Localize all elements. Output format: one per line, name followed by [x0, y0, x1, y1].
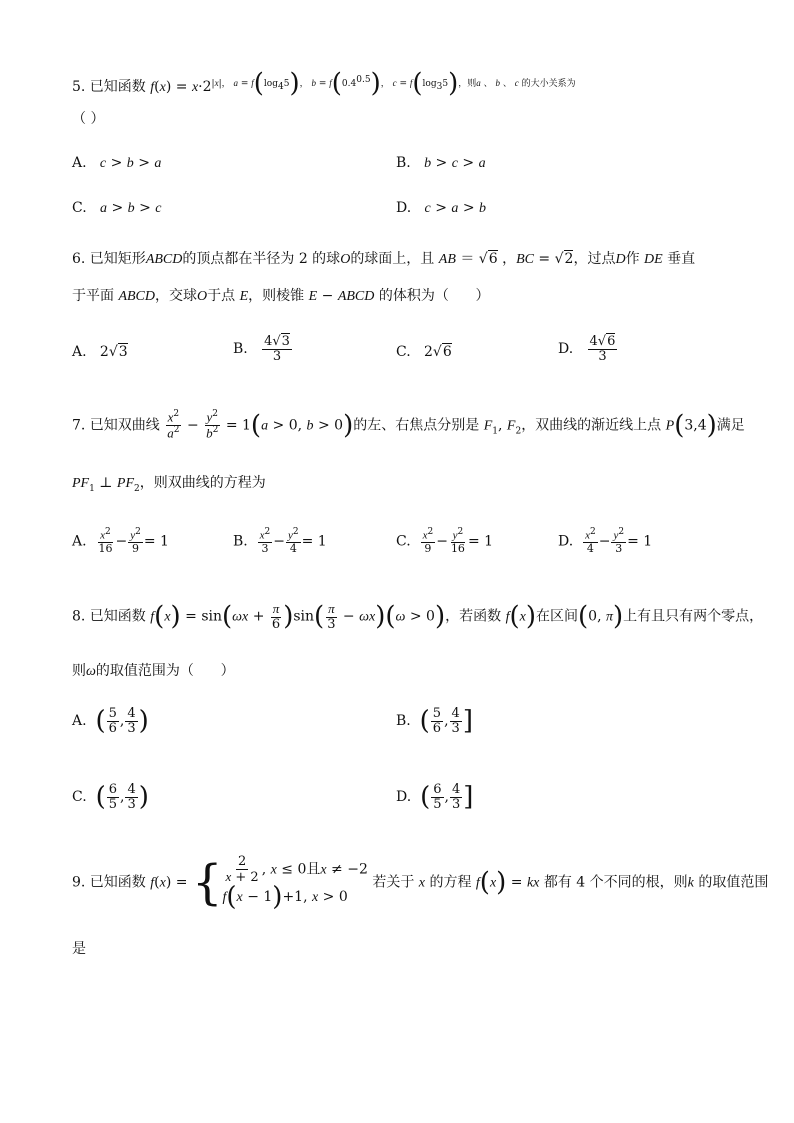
q6-option-d[interactable]: D. $\frac{4√6}{3}$ — [558, 334, 616, 364]
q9-stem-line2: 是 — [72, 941, 86, 957]
q6-stem-line2: 于平面 ABCD，交球O于点 E，则棱锥 E − ABCD 的体积为（ ） — [72, 288, 490, 304]
q5-option-a[interactable]: A. c > b > a — [72, 155, 162, 171]
q8-option-a[interactable]: A. ( $\frac{5}{6}$ , $\frac{4}{3}$ ) — [72, 706, 149, 737]
q9-stem-line1: 9. 已知函数 f(x) = { $\frac{2}{x + 2}$ , x ≤ 0且x ≠ −2 f(x − 1)+1, x > 0 若关于 x 的方程 f(x) = kx 都有 4 个不同的根，则k 的取值范围 — [72, 854, 769, 913]
q8-stem-line2: 则ω的取值范围为（ ） — [72, 663, 235, 679]
q7-stem-line2: $PF_1$ ⊥ $PF_2$，则双曲线的方程为 — [72, 475, 266, 494]
q5-option-d[interactable]: D. c > a > b — [396, 200, 487, 216]
q8-stem-line1: 8. 已知函数 f(x) = sin(ωx + $\frac{\pi}{6}$ )sin( $\frac{\pi}{3}$ − ωx)(ω > 0)，若函数 f(x)在区间(0, π)上有且只有两个零点， — [72, 601, 764, 632]
q6-option-b[interactable]: B. $\frac{4√3}{3}$ — [233, 334, 290, 364]
q5-stem: 5. 已知函数 $f(x) = x\cdot 2^{|x|, a = f(log_45), b = f(0.4^{0.5}), c = f(log_35),则a 、 b 、 c 的大小关系为}$ — [72, 68, 576, 98]
q5-answer-paren: （ ） — [72, 111, 105, 127]
q8-option-b[interactable]: B. ( $\frac{5}{6}$ , $\frac{4}{3}$ ] — [396, 706, 473, 737]
q6-option-a[interactable]: A. 2√3 — [72, 344, 128, 360]
q8-option-d[interactable]: D. ( $\frac{6}{5}$ , $\frac{4}{3}$ ] — [396, 782, 474, 813]
q7-option-d[interactable]: D. $\frac{x^2}{4}$ − $\frac{y^2}{3}$ = 1 — [558, 527, 653, 556]
q5-option-b[interactable]: B. b > c > a — [396, 155, 486, 171]
q8-option-c[interactable]: C. ( $\frac{6}{5}$ , $\frac{4}{3}$ ) — [72, 782, 149, 813]
q7-option-a[interactable]: A. $\frac{x^2}{16}$ − $\frac{y^2}{9}$ = 1 — [72, 527, 169, 556]
q5-option-c[interactable]: C. a > b > c — [72, 200, 162, 216]
q7-option-b[interactable]: B. $\frac{x^2}{3}$ − $\frac{y^2}{4}$ = 1 — [233, 527, 327, 556]
q6-option-c[interactable]: C. 2√6 — [396, 344, 452, 360]
q7-stem-line1: 7. 已知双曲线 $\frac{x^2}{a^2}$ − $\frac{y^2}{b^2}$ = 1(a > 0, b > 0)的左、右焦点分别是 $F_1$, $F_2$，双曲线的渐近线上点 P(3,4)满足 — [72, 409, 745, 441]
q7-option-c[interactable]: C. $\frac{x^2}{9}$ − $\frac{y^2}{16}$ = 1 — [396, 527, 494, 556]
q6-stem-line1: 6. 已知矩形ABCD的顶点都在半径为 2 的球O的球面上，且 AB ＝ √6 ，BC = √2，过点D作 DE 垂直 — [72, 251, 696, 267]
